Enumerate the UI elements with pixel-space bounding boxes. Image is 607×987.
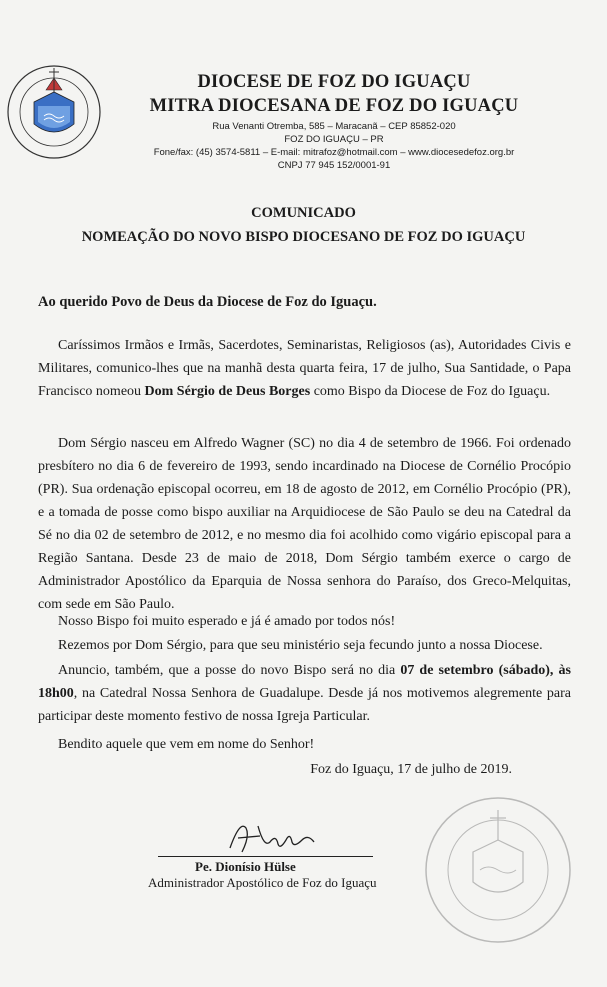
paragraph-5-text-a: Anuncio, também, que a posse do novo Bispo será no dia [58, 663, 401, 678]
place-date: Foz do Iguaçu, 17 de julho de 2019. [310, 762, 512, 777]
mitra-title: MITRA DIOCESANA DE FOZ DO IGUAÇU [149, 96, 519, 116]
city-line: FOZ DO IGUAÇU – PR [284, 134, 384, 145]
signer-role: Administrador Apostólico de Foz do Iguaçu [148, 875, 377, 890]
paragraph-5 [38, 659, 571, 728]
paragraph-1-text-b: como Bispo da Diocese de Foz do Iguaçu. [310, 384, 551, 399]
signer-name: Pe. Dionísio Hülse [195, 859, 296, 874]
diocese-stamp-icon [418, 790, 578, 950]
paragraph-3: Nosso Bispo foi muito esperado e já é amado por todos nós! [58, 614, 396, 629]
cnpj-line: CNPJ 77 945 152/0001-91 [277, 160, 391, 171]
diocese-title: DIOCESE DE FOZ DO IGUAÇU [197, 72, 471, 92]
paragraph-5-text-b: , na Catedral Nossa Senhora de Guadalupe. Desde já nos motivemos alegremente para participar deste momento festivo de nossa Igreja Particular. [38, 686, 571, 724]
address-line: Rua Venanti Otremba, 585 – Maracanã – CEP 85852-020 [212, 121, 456, 132]
paragraph-4: Rezemos por Dom Sérgio, para que seu ministério seja fecundo junto a nossa Diocese. [58, 638, 543, 653]
document-type-heading: COMUNICADO [251, 205, 356, 221]
greeting-line: Ao querido Povo de Deus da Diocese de Foz do Iguaçu. [38, 294, 377, 310]
contact-line: Fone/fax: (45) 3574-5811 – E-mail: mitrafoz@hotmail.com – www.diocesedefoz.org.br [153, 147, 515, 158]
paragraph-2: Dom Sérgio nasceu em Alfredo Wagner (SC) no dia 4 de setembro de 1966. Foi ordenado presbítero no dia 6 de fevereiro de 1993, sendo incardinado na Diocese de Cornélio Procópio (PR). Sua ordenação episcopal ocorreu, em 18 de agosto de 2012, em Cornélio Procópio (PR), e a tomada de posse como bispo auxiliar na Arquidiocese de São Paulo se deu na Catedral da Sé no dia 02 de setembro de 2012, e no mesmo dia foi acolhido como vigário episcopal para a Região Santana. Desde 23 de maio de 2018, Dom Sérgio também exerce o cargo de Administrador Apostólico da Eparquia de Nossa senhora do Paraíso, dos Greco-Melquitas, com sede em São Paulo. [38, 436, 571, 612]
signature-line [158, 856, 373, 857]
document-subject-heading: NOMEAÇÃO DO NOVO BISPO DIOCESANO DE FOZ DO IGUAÇU [81, 229, 526, 245]
bishop-name: Dom Sérgio de Deus Borges [144, 384, 311, 399]
inauguration-date: 07 de setembro (sábado), às 18h00 [38, 663, 571, 701]
paragraph-1-text-a: Caríssimos Irmãos e Irmãs, Sacerdotes, Seminaristas, Religiosos (as), Autoridades Civis e Militares, comunico-lhes que na manhã desta quarta feira, 17 de julho, Sua Santidade, o Papa Francisco nomeou [38, 338, 571, 399]
paragraph-6: Bendito aquele que vem em nome do Senhor! [58, 737, 315, 752]
handwritten-signature-icon [220, 818, 330, 858]
diocese-seal-icon [4, 62, 104, 162]
paragraph-1 [38, 334, 571, 403]
